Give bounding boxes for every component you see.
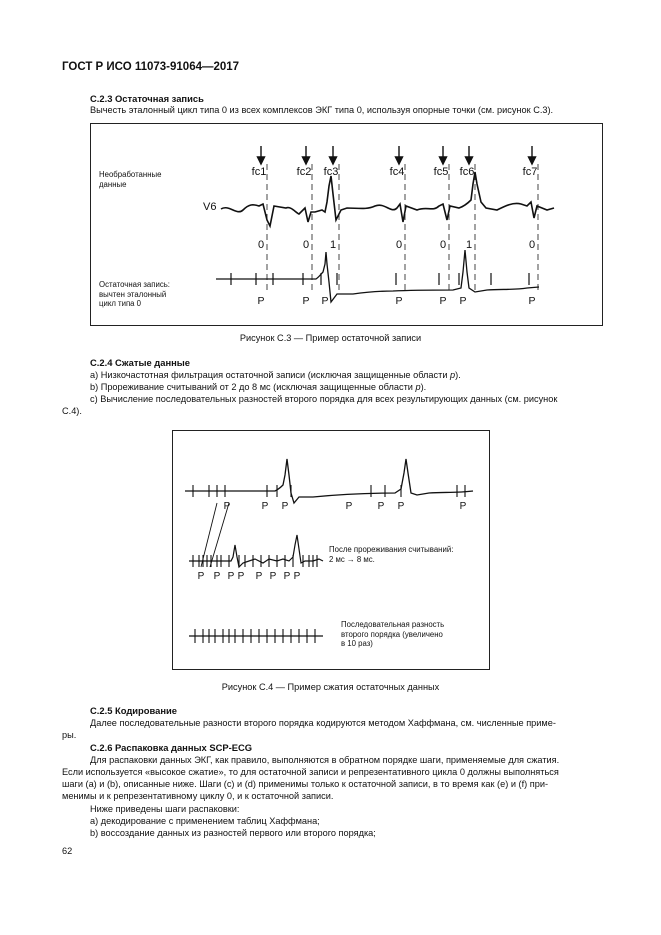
residual-label-line-2: вычтен эталонный bbox=[99, 289, 167, 299]
p-marker: P bbox=[321, 295, 329, 307]
p-marker: P bbox=[293, 571, 301, 582]
decimation-label-line-2: 2 мс → 8 мс. bbox=[329, 554, 375, 564]
p-marker: P bbox=[283, 571, 291, 582]
residual-label-line-1: Остаточная запись: bbox=[99, 280, 170, 289]
raw-data-label-line-1: Необработанные bbox=[99, 170, 162, 179]
p-marker: P bbox=[397, 501, 405, 512]
decimation-guide-lines bbox=[201, 503, 229, 567]
p-marker: P bbox=[439, 295, 447, 307]
p-marker: P bbox=[459, 501, 467, 512]
section-c26-p1-line-4: менимы и к репрезентативному циклу 0, и к остаточной записи. bbox=[62, 791, 334, 801]
section-c24-item-b bbox=[90, 381, 426, 393]
figure-c4-frame bbox=[172, 430, 490, 670]
section-c25-title: С.2.5 Кодирование bbox=[90, 705, 177, 716]
section-c26-p2: Ниже приведены шаги распаковки: bbox=[90, 804, 240, 814]
p-marker: P bbox=[255, 571, 263, 582]
p-marker: P bbox=[281, 501, 289, 512]
fc-label: fc7 bbox=[522, 166, 538, 178]
decimation-label-line-1: После прореживания считываний: bbox=[329, 545, 454, 554]
complex-type-label: 1 bbox=[465, 239, 473, 251]
complex-type-label: 1 bbox=[329, 239, 337, 251]
fc-arrow-head bbox=[330, 157, 337, 164]
fc-label: fc3 bbox=[323, 166, 339, 178]
complex-type-label: 0 bbox=[257, 239, 265, 251]
section-c26-item-b: b) воссоздание данных из разностей первого или второго порядка; bbox=[90, 828, 376, 838]
p-marker: P bbox=[459, 295, 467, 307]
section-c26-title: С.2.6 Распаковка данных SCP-ECG bbox=[90, 742, 253, 753]
p-marker: P bbox=[269, 571, 277, 582]
p-marker: P bbox=[223, 501, 231, 512]
fc-label: fc5 bbox=[433, 166, 449, 178]
item-a-p: p bbox=[450, 370, 456, 380]
fc-label: fc1 bbox=[251, 166, 267, 178]
section-c26-p1-line-3: шаги (a) и (b), описанные ниже. Шаги (c) и (d) применимы только к остаточной записи, в то время как (e) и (f) при- bbox=[62, 779, 549, 789]
section-c24-title: С.2.4 Сжатые данные bbox=[90, 357, 190, 368]
fc-arrow-head bbox=[466, 157, 473, 164]
page-number: 62 bbox=[62, 846, 73, 856]
fc-arrow-head bbox=[303, 157, 310, 164]
fc-arrow-head bbox=[258, 157, 265, 164]
residual-label-line-3: цикл типа 0 bbox=[99, 299, 142, 309]
section-c26-p1-line-2: Если используется «высокое сжатие», то для остаточной записи и репрезентативного цикла 0 должны выполняться bbox=[62, 767, 559, 777]
fc-arrow-head bbox=[440, 157, 447, 164]
item-b-p: p bbox=[415, 382, 421, 392]
figure-c4-caption: Рисунок С.4 — Пример сжатия остаточных данных bbox=[221, 682, 440, 692]
raw-data-label bbox=[99, 170, 161, 189]
p-marker: P bbox=[302, 295, 310, 307]
decimation-label bbox=[329, 545, 453, 564]
p-marker: P bbox=[213, 571, 221, 582]
section-c24-item-c: c) Вычисление последовательных разностей второго порядка для всех результирующих данных (см. рисунок bbox=[90, 394, 558, 404]
figure-c3-frame bbox=[90, 123, 603, 326]
raw-ecg-trace bbox=[221, 172, 554, 226]
section-c26-item-a: a) декодирование с применением таблиц Хаффмана; bbox=[90, 816, 320, 826]
difference-label bbox=[341, 620, 444, 649]
section-c26-p1-line-1: Для распаковки данных ЭКГ, как правило, выполняются в обратном порядке шаги, применяемые для сжатия. bbox=[90, 755, 560, 765]
p-marker: P bbox=[395, 295, 403, 307]
residual-trace-full bbox=[185, 459, 473, 503]
fc-label: fc4 bbox=[389, 166, 405, 178]
section-c24-item-a bbox=[90, 369, 461, 381]
figure-c3-caption: Рисунок С.3 — Пример остаточной записи bbox=[239, 333, 422, 343]
p-marker: P bbox=[528, 295, 536, 307]
lead-label: V6 bbox=[203, 201, 217, 213]
item-b-end: ). bbox=[420, 382, 427, 392]
fc-label: fc6 bbox=[459, 166, 475, 178]
difference-label-line-1: Последовательная разность bbox=[341, 620, 445, 629]
fc-label: fc2 bbox=[296, 166, 312, 178]
raw-data-label-line-2: данные bbox=[99, 179, 127, 189]
complex-type-label: 0 bbox=[395, 239, 403, 251]
document-header: ГОСТ Р ИСО 11073-91064—2017 bbox=[62, 61, 240, 73]
item-b-text: b) Прореживание считываний от 2 до 8 мс (исключая защищенные области bbox=[90, 382, 416, 392]
p-marker: P bbox=[257, 295, 265, 307]
residual-label bbox=[99, 280, 170, 309]
p-marker: P bbox=[377, 501, 385, 512]
section-c25-text-1: Далее последовательные разности второго порядка кодируются методом Хаффмана, см. численные приме- bbox=[90, 718, 556, 728]
complex-type-label: 0 bbox=[439, 239, 447, 251]
complex-type-label: 0 bbox=[528, 239, 536, 251]
p-marker: P bbox=[197, 571, 205, 582]
p-marker: P bbox=[345, 501, 353, 512]
item-a-text: a) Низкочастотная фильтрация остаточной записи (исключая защищенные области bbox=[90, 370, 451, 380]
difference-label-line-3: в 10 раз) bbox=[341, 639, 373, 649]
complex-type-label: 0 bbox=[302, 239, 310, 251]
p-marker: P bbox=[261, 501, 269, 512]
section-c24-item-c-cont: С.4). bbox=[62, 406, 82, 416]
p-marker: P bbox=[227, 571, 235, 582]
difference-label-line-2: второго порядка (увеличено bbox=[341, 629, 443, 639]
section-c25-text-2: ры. bbox=[62, 730, 77, 740]
item-a-end: ). bbox=[455, 370, 461, 380]
fc-arrow-head bbox=[396, 157, 403, 164]
section-c23-text: Вычесть эталонный цикл типа 0 из всех комплексов ЭКГ типа 0, используя опорные точки (см. рисунок С.3). bbox=[90, 105, 554, 115]
p-marker: P bbox=[237, 571, 245, 582]
section-c23-title: С.2.3 Остаточная запись bbox=[90, 93, 204, 104]
fc-arrow-head bbox=[529, 157, 536, 164]
